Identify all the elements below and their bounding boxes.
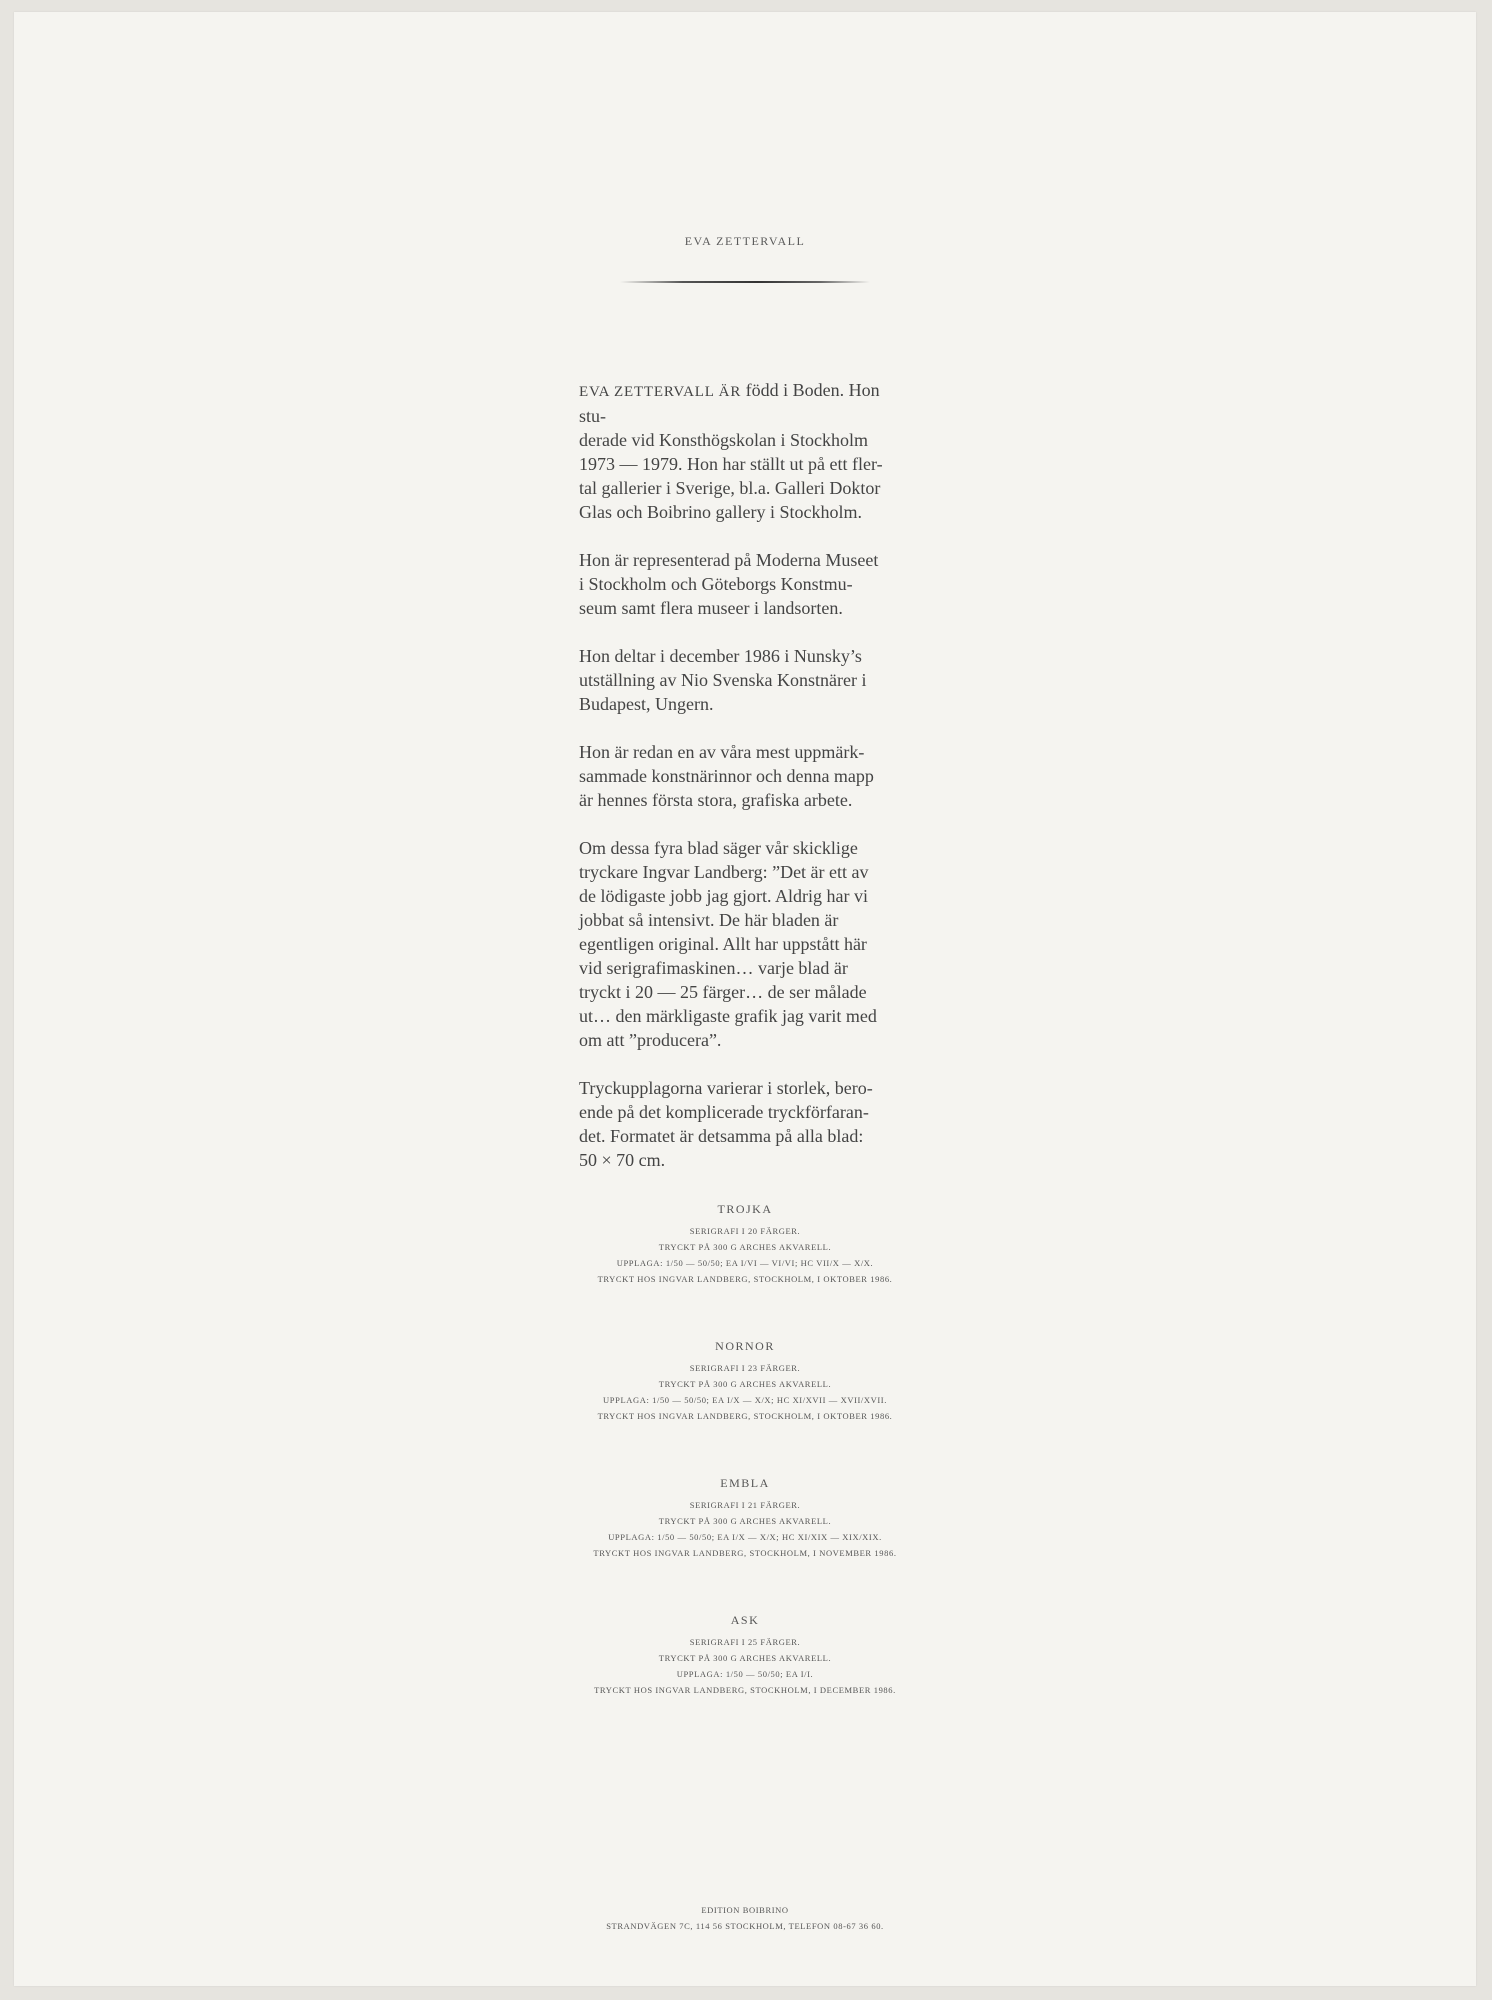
colophon-line: SERIGRAFI I 25 FÄRGER.: [689, 1637, 801, 1647]
text-line: är hennes första stora, grafiska arbete.: [579, 790, 853, 810]
title-rule: [620, 281, 870, 283]
paragraph-1: [579, 378, 909, 524]
colophon-line: TRYCKT PÅ 300 G ARCHES AKVARELL.: [658, 1653, 832, 1663]
text-line: tryckt i 20 — 25 färger… de ser målade: [579, 982, 867, 1002]
text-line: egentligen original. Allt har uppstått här: [579, 934, 867, 954]
text-line: Hon är representerad på Moderna Museet: [579, 550, 879, 570]
text-line: ut… den märkligaste grafik jag varit med: [579, 1006, 877, 1026]
colophon-line: SERIGRAFI I 20 FÄRGER.: [689, 1226, 801, 1236]
paper-sheet: [14, 12, 1476, 1986]
biography-text: [579, 378, 909, 1196]
text-line: Hon är redan en av våra mest uppmärk-: [579, 742, 865, 762]
colophon-line: TRYCKT HOS INGVAR LANDBERG, STOCKHOLM, I DECEMBER 1986.: [594, 1685, 896, 1695]
text-line: derade vid Konsthögskolan i Stockholm: [579, 430, 868, 450]
paragraph-2: [579, 548, 909, 620]
page-title: EVA ZETTERVALL: [684, 234, 806, 248]
paragraph-lead: EVA ZETTERVALL ÄR: [579, 384, 742, 400]
text-line: de lödigaste jobb jag gjort. Aldrig har vi: [579, 886, 868, 906]
colophon-line: TRYCKT HOS INGVAR LANDBERG, STOCKHOLM, I OKTOBER 1986.: [597, 1411, 893, 1421]
text-line: Om dessa fyra blad säger vår skicklige: [579, 838, 858, 858]
text-line: Hon deltar i december 1986 i Nunsky’s: [579, 646, 862, 666]
text-line: ende på det komplicerade tryckförfaran-: [579, 1102, 869, 1122]
colophon-line: TRYCKT HOS INGVAR LANDBERG, STOCKHOLM, I NOVEMBER 1986.: [593, 1548, 897, 1558]
text-line: det. Formatet är detsamma på alla blad:: [579, 1126, 864, 1146]
text-line: född i Boden. Hon stu-: [579, 380, 880, 426]
colophon-line: TRYCKT PÅ 300 G ARCHES AKVARELL.: [658, 1379, 832, 1389]
publisher-address: STRANDVÄGEN 7C, 114 56 STOCKHOLM, TELEFON 08-67 36 60.: [606, 1921, 884, 1931]
text-line: sammade konstnärinnor och denna mapp: [579, 766, 874, 786]
publisher-name: EDITION BOIBRINO: [701, 1905, 789, 1915]
work-colophon-trojka: [14, 1202, 1476, 1287]
work-colophon-embla: [14, 1476, 1476, 1561]
text-line: seum samt flera museer i landsorten.: [579, 598, 843, 618]
text-line: 1973 — 1979. Hon har ställt ut på ett fler-: [579, 454, 883, 474]
text-line: utställning av Nio Svenska Konstnärer i: [579, 670, 867, 690]
work-colophon-ask: [14, 1613, 1476, 1698]
publisher-footer: [14, 1902, 1476, 1934]
work-title: NORNOR: [715, 1339, 775, 1353]
colophon-line: UPPLAGA: 1/50 — 50/50; EA I/VI — VI/VI; HC VII/X — X/X.: [616, 1258, 874, 1268]
colophon-line: TRYCKT HOS INGVAR LANDBERG, STOCKHOLM, I OKTOBER 1986.: [597, 1274, 893, 1284]
work-title: EMBLA: [720, 1476, 770, 1490]
colophon-line: UPPLAGA: 1/50 — 50/50; EA I/I.: [676, 1669, 814, 1679]
colophon-line: UPPLAGA: 1/50 — 50/50; EA I/X — X/X; HC XI/XIX — XIX/XIX.: [608, 1532, 882, 1542]
colophon-line: SERIGRAFI I 21 FÄRGER.: [689, 1500, 801, 1510]
text-line: om att ”producera”.: [579, 1030, 722, 1050]
colophon-line: TRYCKT PÅ 300 G ARCHES AKVARELL.: [658, 1242, 832, 1252]
text-line: i Stockholm och Göteborgs Konstmu-: [579, 574, 853, 594]
text-line: Tryckupplagorna varierar i storlek, bero-: [579, 1078, 873, 1098]
paragraph-6: [579, 1076, 909, 1172]
text-line: Glas och Boibrino gallery i Stockholm.: [579, 502, 862, 522]
work-title: ASK: [730, 1613, 760, 1627]
text-line: tryckare Ingvar Landberg: ”Det är ett av: [579, 862, 869, 882]
colophon-line: SERIGRAFI I 23 FÄRGER.: [689, 1363, 801, 1373]
colophon-line: TRYCKT PÅ 300 G ARCHES AKVARELL.: [658, 1516, 832, 1526]
work-colophon-nornor: [14, 1339, 1476, 1424]
paragraph-5: [579, 836, 909, 1052]
colophon-line: UPPLAGA: 1/50 — 50/50; EA I/X — X/X; HC XI/XVII — XVII/XVII.: [603, 1395, 887, 1405]
text-line: Budapest, Ungern.: [579, 694, 714, 714]
paragraph-3: [579, 644, 909, 716]
paragraph-4: [579, 740, 909, 812]
text-line: jobbat så intensivt. De här bladen är: [579, 910, 839, 930]
work-title: TROJKA: [717, 1202, 773, 1216]
text-line: 50 × 70 cm.: [579, 1150, 666, 1170]
text-line: vid serigrafimaskinen… varje blad är: [579, 958, 848, 978]
text-line: tal gallerier i Sverige, bl.a. Galleri Doktor: [579, 478, 881, 498]
